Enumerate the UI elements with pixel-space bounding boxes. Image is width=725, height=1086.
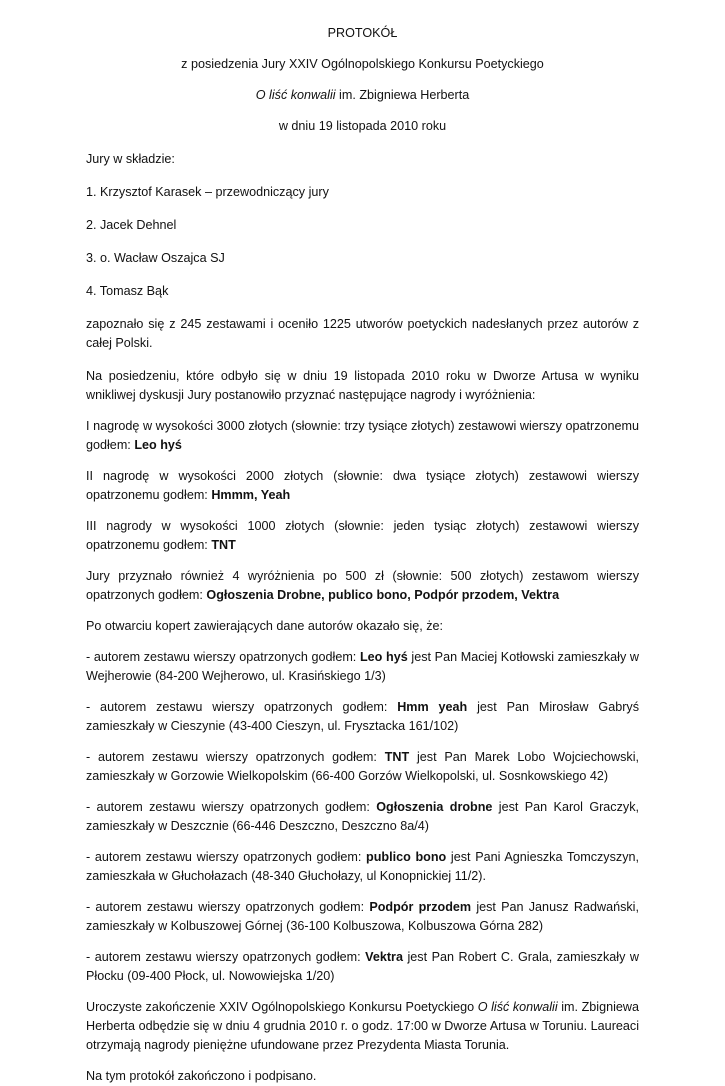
author-prefix: - autorem zestawu wierszy opatrzonych godłem: [86, 650, 360, 664]
contest-name-rest: im. Zbigniewa Herberta [335, 88, 470, 102]
author-code: TNT [384, 750, 410, 764]
closing-text-1: Uroczyste zakończenie XXIV Ogólnopolskiego Konkursu Poetyckiego [86, 1000, 478, 1014]
author-details: jest Pan Maciej Kotłowski zamieszkały w Wejherowie (84-200 Wejherowo, ul. Krasińskiego 1/3) [86, 650, 640, 683]
author-details: jest Pan Karol Graczyk, zamieszkały w Deszcznie (66-446 Deszczno, Deszczno 8a/4) [86, 800, 639, 833]
prize-first [86, 417, 639, 455]
document-title: PROTOKÓŁ [327, 26, 398, 40]
closing-contest-name: O liść konwalii [477, 1000, 558, 1014]
closing-text-2: im. Zbigniewa Herberta odbędzie się w dniu 4 grudnia 2010 r. o godz. 17:00 w Dworze Artusa w Toruniu. Laureaci otrzymają nagrody pieniężne ufundowane przez Prezydenta Miasta Torunia. [86, 1000, 639, 1052]
jury-member: 4. Tomasz Bąk [86, 284, 169, 298]
author-entry [86, 648, 639, 686]
envelopes-paragraph: Po otwarciu kopert zawierających dane autorów okazało się, że: [86, 619, 444, 633]
author-code: Ogłoszenia drobne [376, 800, 493, 814]
author-details: jest Pani Agnieszka Tomczyszyn, zamieszkała w Głuchołazach (48-340 Głuchołazy, ul Konopnickiej 11/2). [86, 850, 639, 883]
author-prefix: - autorem zestawu wierszy opatrzonych godłem: [86, 850, 367, 864]
author-prefix: - autorem zestawu wierszy opatrzonych godłem: [86, 700, 398, 714]
author-prefix: - autorem zestawu wierszy opatrzonych godłem: [86, 950, 366, 964]
jury-intro: Jury w składzie: [86, 152, 175, 166]
closing-ceremony [86, 998, 639, 1055]
prize-second-text: II nagrodę w wysokości 2000 złotych (słownie: dwa tysiące złotych) zestawowi wierszy opatrzonemu godłem: [86, 469, 639, 502]
author-code: publico bono [366, 850, 447, 864]
contest-name-italic: O liść konwalii [255, 88, 336, 102]
honorable-mentions-codes: Ogłoszenia Drobne, publico bono, Podpór przodem, Vektra [206, 588, 560, 602]
jury-member: 1. Krzysztof Karasek – przewodniczący jury [86, 185, 329, 199]
closing-statement: Na tym protokół zakończono i podpisano. [86, 1069, 317, 1083]
author-prefix: - autorem zestawu wierszy opatrzonych godłem: [86, 900, 370, 914]
author-prefix: - autorem zestawu wierszy opatrzonych godłem: [86, 800, 377, 814]
document-subtitle: z posiedzenia Jury XXIV Ogólnopolskiego Konkursu Poetyckiego [181, 57, 544, 71]
author-code: Vektra [365, 950, 403, 964]
prize-first-code: Leo hyś [134, 438, 182, 452]
contest-name [86, 86, 639, 105]
prize-third-text: III nagrody w wysokości 1000 złotych (słownie: jeden tysiąc złotych) zestawowi wierszy opatrzonemu godłem: [86, 519, 639, 552]
author-details: jest Pan Mirosław Gabryś zamieszkały w Cieszynie (43-400 Cieszyn, ul. Frysztacka 161/102) [86, 700, 639, 733]
paragraph-meeting: Na posiedzeniu, które odbyło się w dniu 19 listopada 2010 roku w Dworze Artusa w wyniku wnikliwej dyskusji Jury postanowiło przyznać następujące nagrody i wyróżnienia: [86, 369, 639, 402]
jury-member: 3. o. Wacław Oszajca SJ [86, 251, 225, 265]
author-code: Leo hyś [359, 650, 408, 664]
author-entry [86, 848, 639, 886]
author-details: jest Pan Marek Lobo Wojciechowski, zamieszkały w Gorzowie Wielkopolskim (66-400 Gorzów Wielkopolski, ul. Sosnkowskiego 42) [86, 750, 640, 783]
author-entry [86, 698, 639, 736]
prize-third [86, 517, 639, 555]
prize-second-code: Hmmm, Yeah [211, 488, 291, 502]
author-code: Podpór przodem [369, 900, 472, 914]
jury-member: 2. Jacek Dehnel [86, 218, 177, 232]
author-entry [86, 898, 639, 936]
prize-first-text: I nagrodę w wysokości 3000 złotych (słownie: trzy tysiące złotych) zestawowi wierszy opatrzonemu godłem: [86, 419, 639, 452]
author-entry [86, 748, 639, 786]
author-prefix: - autorem zestawu wierszy opatrzonych godłem: [86, 750, 385, 764]
prize-second [86, 467, 639, 505]
honorable-mentions [86, 567, 639, 605]
paragraph-submissions: zapoznało się z 245 zestawami i oceniło 1225 utworów poetyckich nadesłanych przez autorów z całej Polski. [86, 317, 639, 350]
author-entry [86, 798, 639, 836]
prize-third-code: TNT [211, 538, 236, 552]
author-entry [86, 948, 639, 986]
honorable-mentions-text: Jury przyznało również 4 wyróżnienia po 500 zł (słownie: 500 złotych) zestawom wierszy opatrzonych godłem: [86, 569, 639, 602]
author-details: jest Pan Janusz Radwański, zamieszkały w Kolbuszowej Górnej (36-100 Kolbuszowa, Kolbuszowa Górna 282) [86, 900, 639, 933]
author-details: jest Pan Robert C. Grala, zamieszkały w Płocku (09-400 Płock, ul. Nowowiejska 1/20) [86, 950, 639, 983]
author-code: Hmm yeah [397, 700, 468, 714]
meeting-date: w dniu 19 listopada 2010 roku [278, 119, 447, 133]
